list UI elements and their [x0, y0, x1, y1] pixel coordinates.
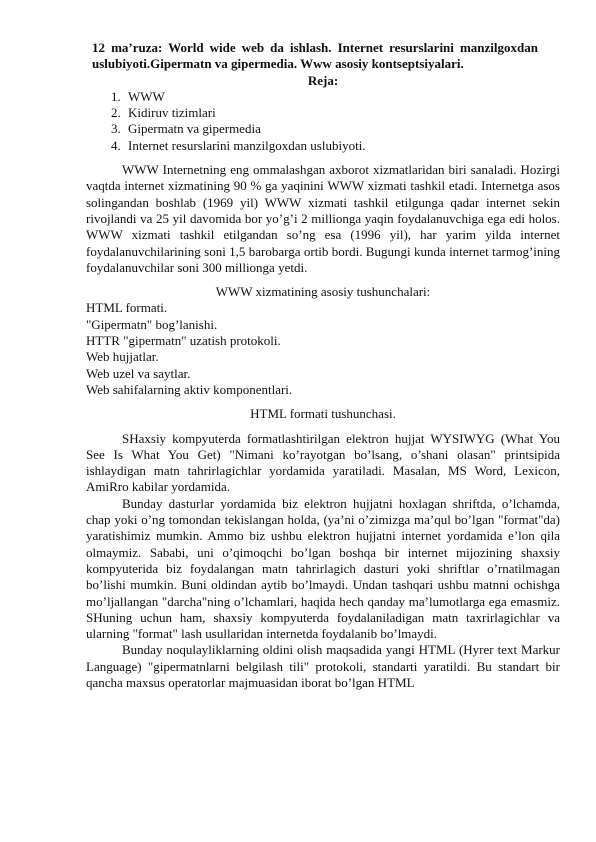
concept-item: Web sahifalarning aktiv komponentlari. — [86, 381, 293, 397]
document-page — [86, 40, 560, 691]
concepts-heading: WWW xizmatining asosiy tushunchalari: — [215, 284, 431, 300]
plan-item: 1. WWW — [124, 89, 560, 105]
plan-item: 2. Kidiruv tizimlari — [124, 105, 560, 121]
concept-item: Web hujjatlar. — [86, 349, 159, 365]
concept-item: "Gipermatn" bog’lanishi. — [86, 316, 218, 332]
paragraph-www-intro: WWW Internetning eng ommalashgan axborot xizmatlaridan biri sanaladi. Hozirgi vaqtda internet xizmatining 90 % ga yaqinini WWW xizmati tashkil etadi. Internetga asos solingandan boshlab (1969 yil) WWW xizmati tashkil etilgunga qadar internet sekin rivojlandi va 25 yil davomida bor yo’g’i 2 millionga yaqin foydalanuvchiga ega edi holos. WWW xizmati tashkil etilgandan so’ng esa (1996 yil), har yarim yilda internet foydalanuvchilarining soni 1,5 barobarga ortib bordi. Bugungi kunda internet tarmog’ining foydalanuvchilar soni 300 millionga yetdi. — [86, 162, 560, 275]
plan-list — [86, 89, 560, 154]
plan-item: 3. Gipermatn va gipermedia — [124, 121, 560, 137]
concept-item: HTTR "gipermatn" uzatish protokoli. — [86, 333, 281, 349]
paragraph-html-standard: Bunday noqulayliklarning oldini olish maqsadida yangi HTML (Hyrer text Markur Language) "gipermatnlarni belgilash tili" protokoli, standarti yaratildi. Bu standart bir qancha maxsus operatorlar majmuasidan iborat bo’lgan HTML — [86, 642, 560, 690]
plan-heading: Reja: — [307, 72, 339, 88]
plan-item: 4. Internet resurslarini manzilgoxdan uslubiyoti. — [124, 138, 560, 154]
paragraph-wysiwyg: SHaxsiy kompyuterda formatlashtirilgan elektron hujjat WYSIWYG (What You See Is What You Get) "Nimani ko’rayotgan bo’lsang, o’shani olasan" printsipida ishlaydigan matn tahrirlagichlar yordamida yaratiladi. Masalan, MS Word, Lexicon, AmiRro kabilar yordamida. — [86, 430, 560, 495]
concept-item: Web uzel va saytlar. — [86, 365, 191, 381]
paragraph-editors: Bunday dasturlar yordamida biz elektron hujjatni hoxlagan shriftda, o’lchamda, chap yoki o’ng tomondan tekislangan holda, (ya’ni o’zimizga ma’qul bo’lgan "format"da) yaratishimiz mumkin. Ammo biz ushbu elektron hujjatni internet yordamida e’lon qila olmaymiz. Sababi, uni o’qimoqchi bo’lgan boshqa bir internet mijozining shaxsiy kompyuterida biz foydalangan matn tahrirlagich dasturi yoki shriftlar o’rnatilmagan bo’lishi mumkin. Buni oldindan aytib bo’lmaydi. Undan tashqari ushbu matnni ochishga mo’ljallangan "darcha"ning o’lchamlari, haqida hech qanday ma’lumotlarga ega emasmiz. SHuning uchun ham, shaxsiy kompyuterda foydalaniladigan matn taxrirlagichlar va ularning "format" lash usullaridan internetda foydalanib bo’lmaydi. — [86, 495, 560, 642]
concepts-list — [86, 300, 560, 398]
html-format-heading: HTML formati tushunchasi. — [250, 406, 396, 422]
concept-item: HTML formati. — [86, 300, 168, 316]
lecture-title: 12 ma’ruza: World wide web da ishlash. Internet resurslarini manzilgoxdan uslubiyoti.Gipermatn va gipermedia. Www asosiy kontseptsiyalari. — [92, 40, 538, 72]
